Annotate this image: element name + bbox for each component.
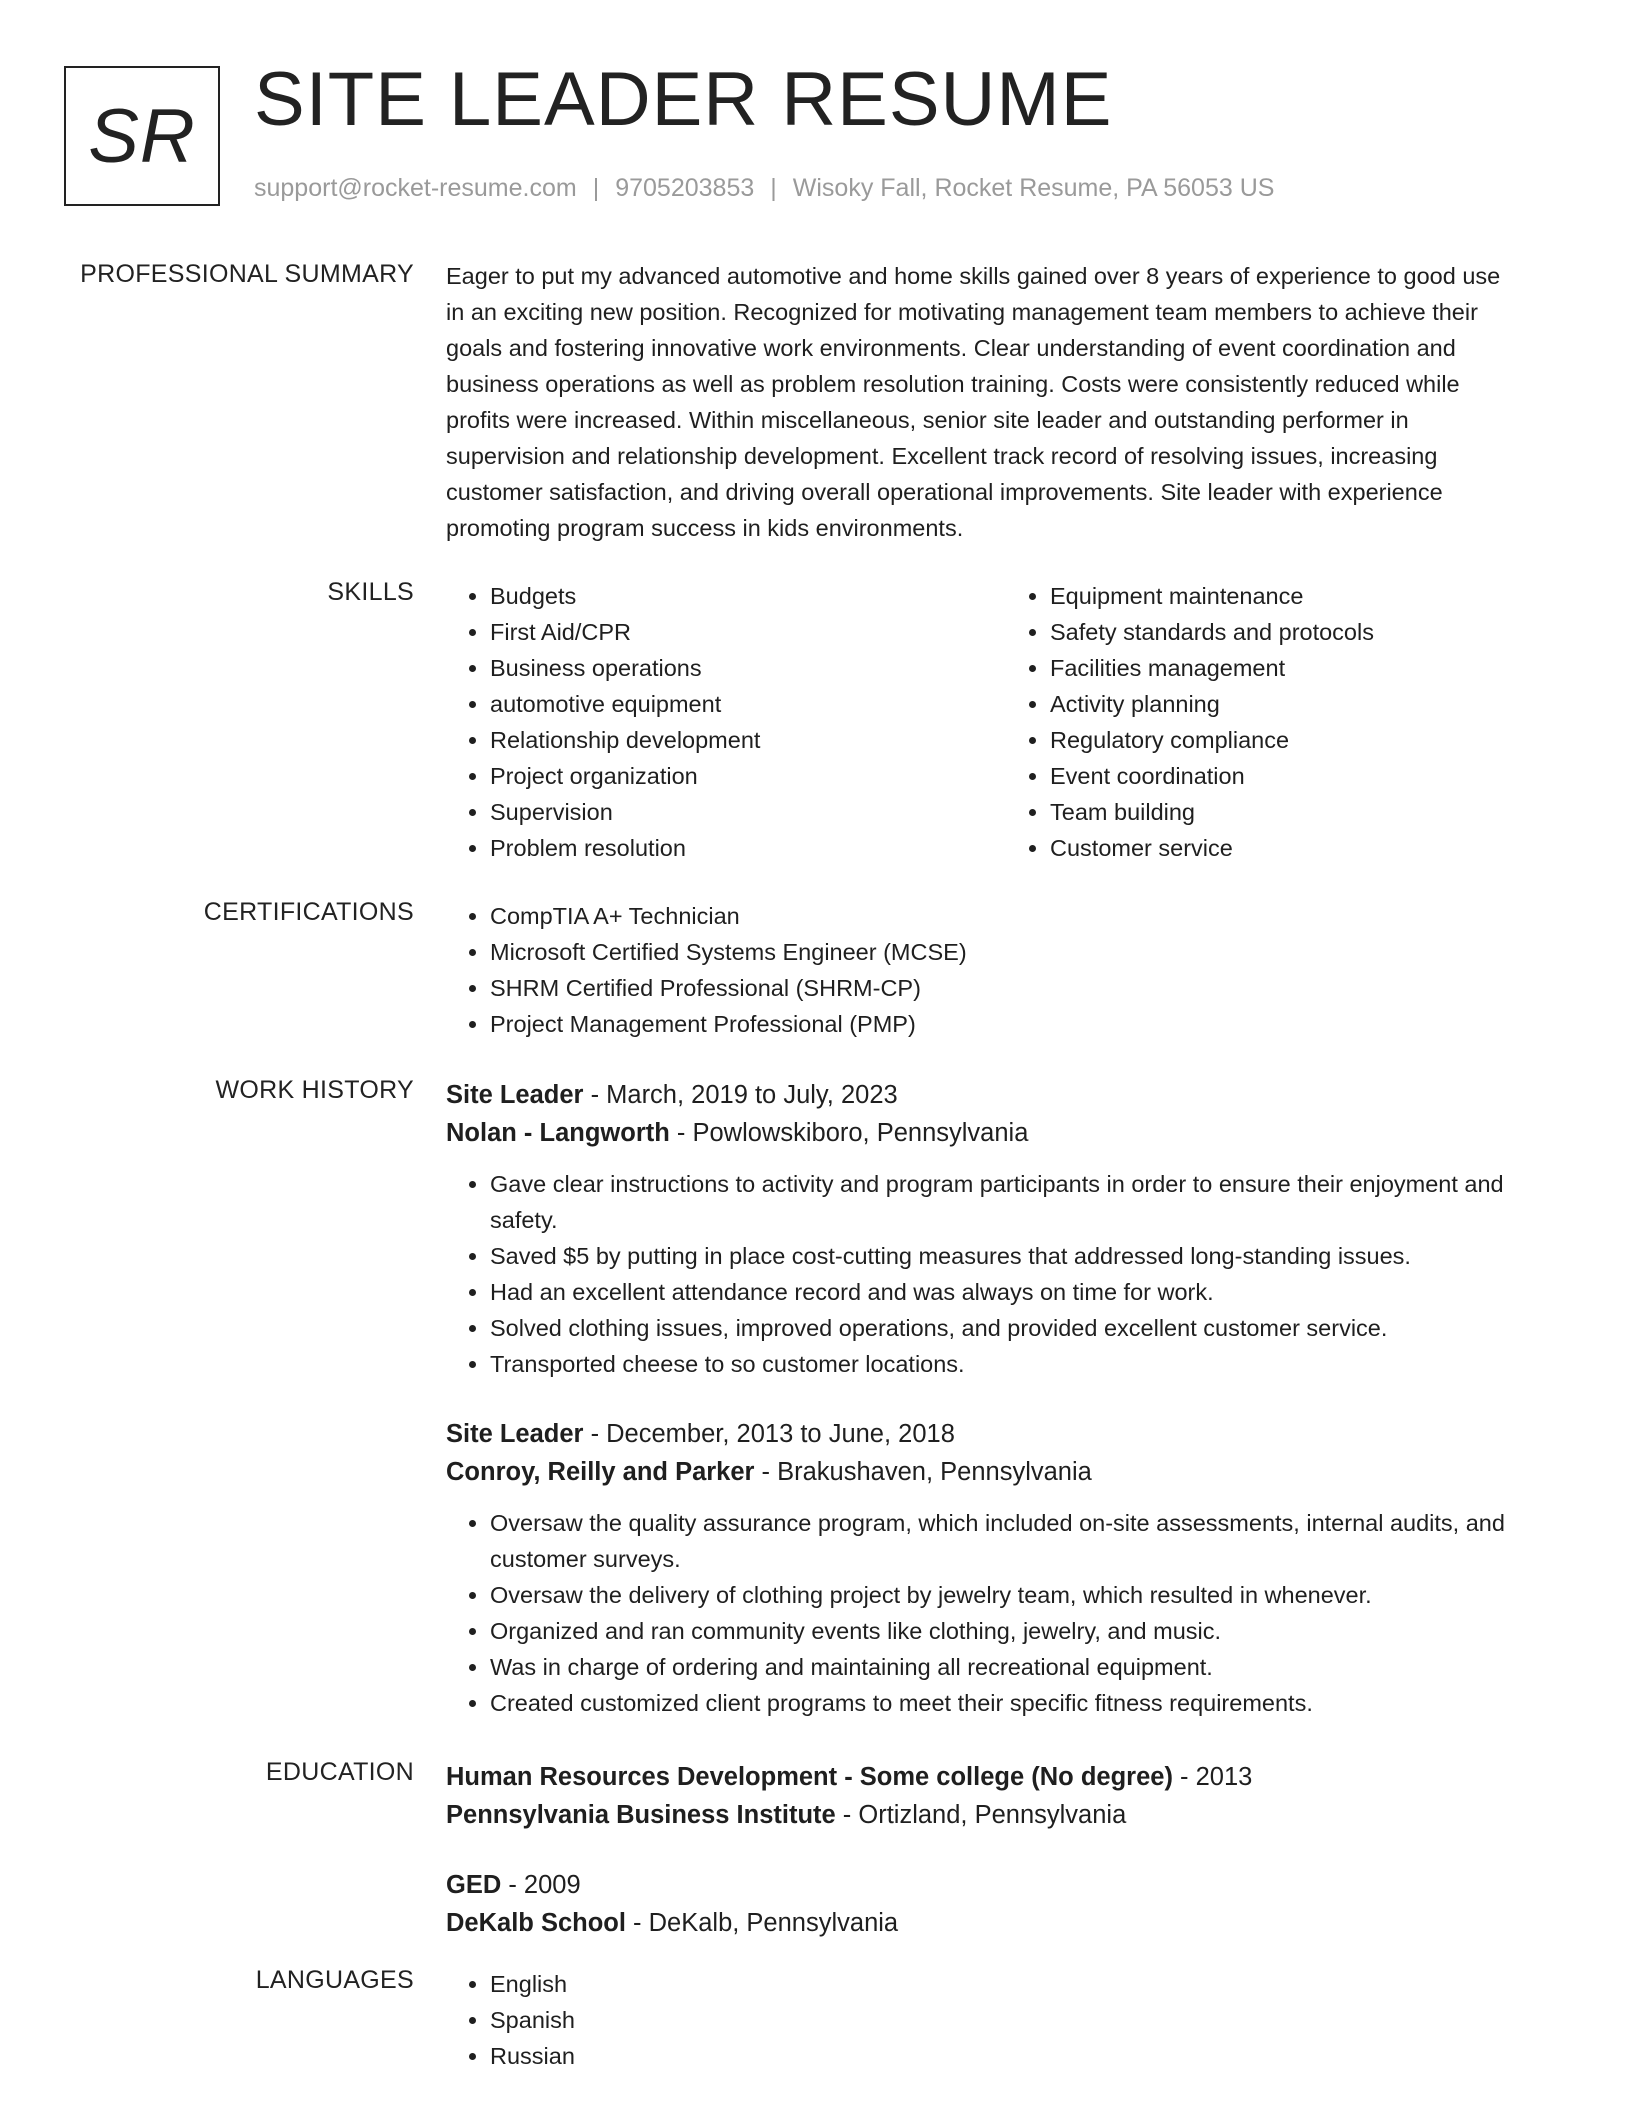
- job-bullet: • Oversaw the delivery of clothing project by jewelry team, which resulted in whenever.: [490, 1577, 1566, 1613]
- monogram-logo: [64, 66, 220, 206]
- job-company-line: [446, 1453, 1566, 1491]
- education-degree: Human Resources Development - Some college (No degree): [446, 1763, 1173, 1791]
- section-title-skills: SKILLS: [327, 578, 414, 606]
- language-item: • Spanish: [490, 2002, 1566, 2038]
- job-bullet: • Oversaw the quality assurance program, which included on-site assessments, internal audits, and customer surveys.: [490, 1505, 1566, 1577]
- education-year: - 2013: [1172, 1763, 1253, 1791]
- summary-body: [446, 260, 1566, 546]
- job-entry: [446, 1415, 1566, 1721]
- skill-item: • Project organization: [490, 758, 1006, 794]
- summary-text: [446, 258, 1566, 546]
- education-degree: GED: [446, 1871, 502, 1899]
- contact-phone: 9705203853: [615, 174, 755, 202]
- job-location: - Powlowskiboro, Pennsylvania: [669, 1119, 1029, 1147]
- education-school: DeKalb School: [446, 1909, 626, 1937]
- job-location: - Brakushaven, Pennsylvania: [754, 1458, 1092, 1486]
- job-bullets: [446, 1166, 1566, 1382]
- summary-line: in an exciting new position. Recognized for motivating management team members to achieve their: [446, 299, 1478, 325]
- language-item: • English: [490, 1966, 1566, 2002]
- skills-body: [446, 578, 1566, 866]
- section-title-work-history: WORK HISTORY: [215, 1076, 414, 1104]
- job-company-line: [446, 1114, 1566, 1152]
- skill-item: • Budgets: [490, 578, 1006, 614]
- skills-list-left: [446, 578, 1006, 866]
- contact-line: [254, 174, 1274, 203]
- skill-item: • Activity planning: [1050, 686, 1566, 722]
- summary-line: promoting program success in kids environments.: [446, 515, 964, 541]
- skill-item: • Equipment maintenance: [1050, 578, 1566, 614]
- education-location: - Ortizland, Pennsylvania: [835, 1801, 1127, 1829]
- resume-title: SITE LEADER RESUME: [254, 57, 1113, 142]
- skill-item: • Customer service: [1050, 830, 1566, 866]
- section-title-certifications: CERTIFICATIONS: [203, 898, 414, 926]
- job-dates: - March, 2019 to July, 2023: [583, 1081, 898, 1109]
- education-school: Pennsylvania Business Institute: [446, 1801, 836, 1829]
- skill-item: • Regulatory compliance: [1050, 722, 1566, 758]
- skill-item: • Problem resolution: [490, 830, 1006, 866]
- job-bullet: • Gave clear instructions to activity and program participants in order to ensure their enjoyment and safety.: [490, 1166, 1566, 1238]
- job-company: Nolan - Langworth: [446, 1119, 670, 1147]
- work-history-body: [446, 1076, 1566, 1382]
- summary-line: supervision and relationship development. Excellent track record of resolving issues, increasing: [446, 443, 1438, 469]
- certification-item: • Microsoft Certified Systems Engineer (MCSE): [490, 934, 1566, 970]
- skill-item: • Facilities management: [1050, 650, 1566, 686]
- certification-item: • SHRM Certified Professional (SHRM-CP): [490, 970, 1566, 1006]
- skills-list-right: [1006, 578, 1566, 866]
- languages-list: [446, 1966, 1566, 2074]
- job-role: Site Leader: [446, 1081, 584, 1109]
- contact-email: support@rocket-resume.com: [254, 174, 577, 202]
- education-school-line: [446, 1904, 1566, 1942]
- education-degree-line: [446, 1758, 1566, 1796]
- certifications-body: [446, 898, 1566, 1042]
- skill-item: • Relationship development: [490, 722, 1006, 758]
- skill-item: • Safety standards and protocols: [1050, 614, 1566, 650]
- section-title-summary: PROFESSIONAL SUMMARY: [80, 260, 414, 288]
- education-location: - DeKalb, Pennsylvania: [625, 1909, 899, 1937]
- summary-line: customer satisfaction, and driving overall operational improvements. Site leader with experience: [446, 479, 1443, 505]
- education-year: - 2009: [501, 1871, 581, 1899]
- job-bullet: • Transported cheese to so customer locations.: [490, 1346, 1566, 1382]
- summary-line: business operations as well as problem resolution training. Costs were consistently reduced while: [446, 371, 1460, 397]
- job-company: Conroy, Reilly and Parker: [446, 1458, 755, 1486]
- section-title-education: EDUCATION: [265, 1758, 414, 1786]
- skill-item: • Team building: [1050, 794, 1566, 830]
- skill-item: • Event coordination: [1050, 758, 1566, 794]
- skill-item: • First Aid/CPR: [490, 614, 1006, 650]
- summary-line: Eager to put my advanced automotive and home skills gained over 8 years of experience to good use: [446, 263, 1501, 289]
- skill-item: • Supervision: [490, 794, 1006, 830]
- work-history-body-2: [446, 1415, 1566, 1721]
- section-title-languages: LANGUAGES: [255, 1966, 414, 1994]
- contact-separator: |: [770, 174, 777, 202]
- education-school-line: [446, 1796, 1566, 1834]
- job-bullet: • Had an excellent attendance record and was always on time for work.: [490, 1274, 1566, 1310]
- summary-line: goals and fostering innovative work environments. Clear understanding of event coordination and: [446, 335, 1456, 361]
- job-title-line: [446, 1415, 1566, 1453]
- job-bullet: • Created customized client programs to meet their specific fitness requirements.: [490, 1685, 1566, 1721]
- monogram-text: SR: [88, 93, 196, 179]
- job-entry: [446, 1076, 1566, 1382]
- certifications-list: [446, 898, 1566, 1042]
- job-bullet: • Solved clothing issues, improved operations, and provided excellent customer service.: [490, 1310, 1566, 1346]
- contact-address: Wisoky Fall, Rocket Resume, PA 56053 US: [792, 174, 1275, 202]
- skill-item: • automotive equipment: [490, 686, 1006, 722]
- education-body-2: [446, 1866, 1566, 1956]
- job-role: Site Leader: [446, 1420, 584, 1448]
- skill-item: • Business operations: [490, 650, 1006, 686]
- job-title-line: [446, 1076, 1566, 1114]
- languages-body: [446, 1966, 1566, 2074]
- job-bullets: [446, 1505, 1566, 1721]
- education-degree-line: [446, 1866, 1566, 1904]
- certification-item: • Project Management Professional (PMP): [490, 1006, 1566, 1042]
- contact-separator: |: [592, 174, 600, 202]
- job-bullet: • Organized and ran community events like clothing, jewelry, and music.: [490, 1613, 1566, 1649]
- job-dates: - December, 2013 to June, 2018: [583, 1420, 955, 1448]
- job-bullet: • Saved $5 by putting in place cost-cutting measures that addressed long-standing issues.: [490, 1238, 1566, 1274]
- job-bullet: • Was in charge of ordering and maintaining all recreational equipment.: [490, 1649, 1566, 1685]
- summary-line: profits were increased. Within miscellaneous, senior site leader and outstanding performer in: [446, 407, 1409, 433]
- language-item: • Russian: [490, 2038, 1566, 2074]
- certification-item: • CompTIA A+ Technician: [490, 898, 1566, 934]
- education-body: [446, 1758, 1566, 1848]
